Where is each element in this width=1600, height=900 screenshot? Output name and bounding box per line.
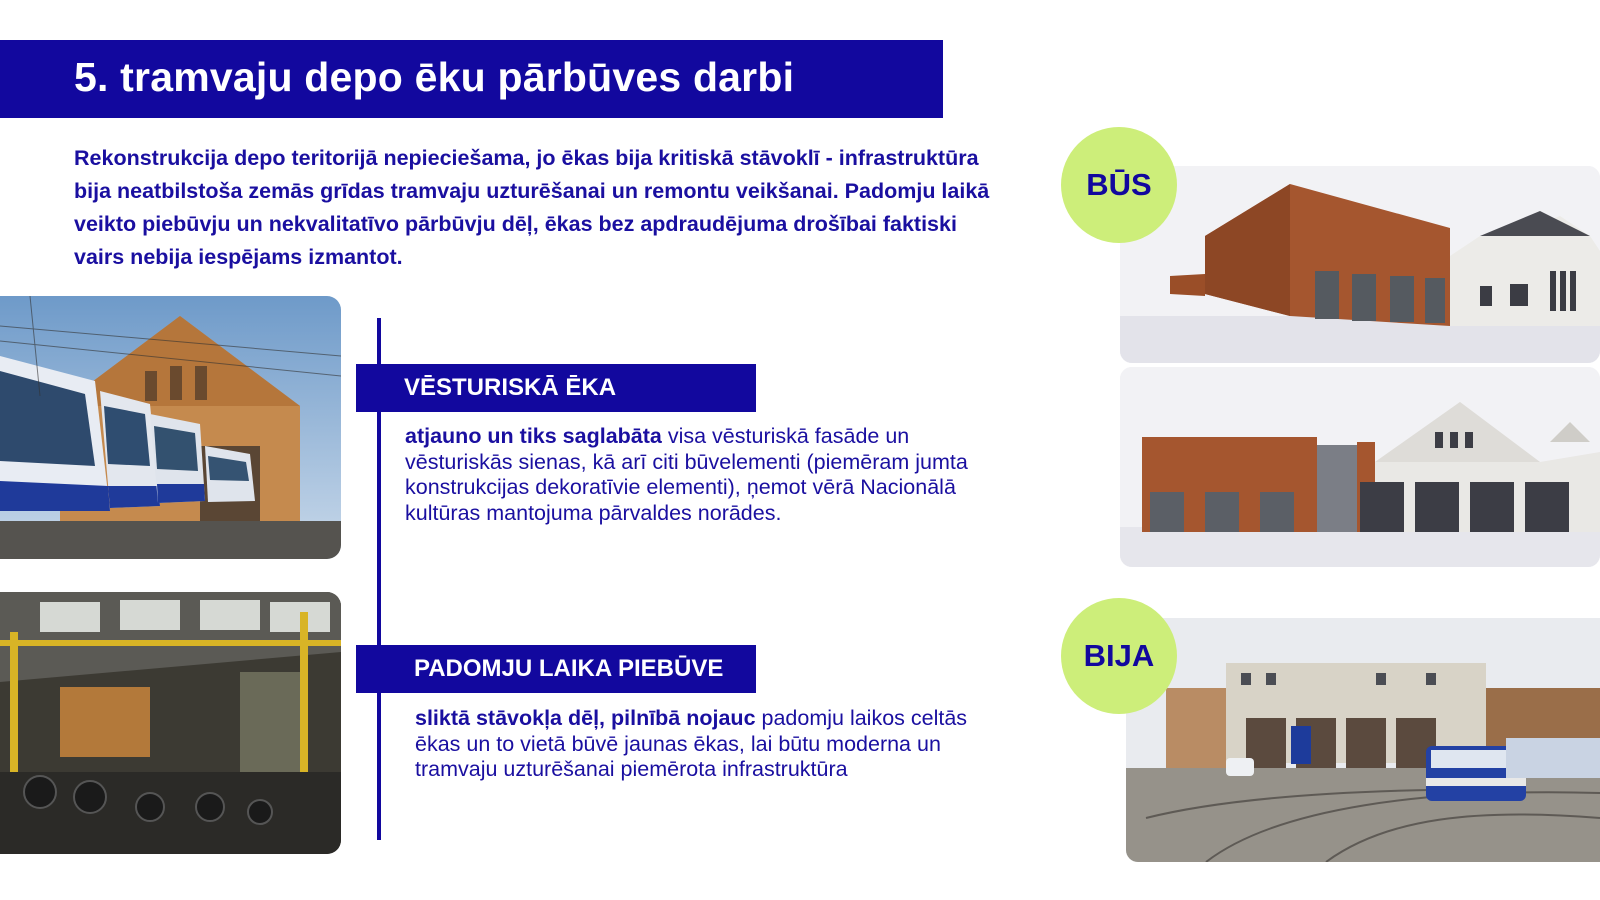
future-render-perspective	[1120, 166, 1600, 363]
soviet-annex-text	[415, 706, 975, 783]
future-render-elevation	[1120, 367, 1600, 567]
historic-building-text	[405, 424, 1005, 526]
before-photo	[1126, 618, 1600, 862]
soviet-annex-photo	[0, 592, 341, 854]
after-badge: BŪS	[1061, 127, 1177, 243]
historic-building-label: VĒSTURISKĀ ĒKA	[356, 364, 756, 412]
historic-building-rest: visa vēsturiskā fasāde un vēsturiskās sienas, kā arī citi būvelementi (piemēram jumta konstrukcijas dekoratīvie elementi), ņemot vērā Nacionālā kultūras mantojuma pārvaldes norādes.	[405, 424, 968, 525]
soviet-annex-label: PADOMJU LAIKA PIEBŪVE	[356, 645, 756, 693]
intro-paragraph: Rekonstrukcija depo teritorijā nepieciešama, jo ēkas bija kritiskā stāvoklī - infrastruktūra bija neatbilstoša zemās grīdas tramvaju uzturēšanai un remontu veikšanai. Padomju laikā veikto piebūvju un nekvalitatīvo pārbūvju dēļ, ēkas bez apdraudējuma drošībai faktiski vairs nebija iespējams izmantot.	[74, 146, 990, 269]
soviet-annex-rest: padomju laikos celtās ēkas un to vietā būvē jaunas ēkas, lai būtu moderna un tramvaju uzturēšanai piemērota infrastruktūra	[415, 706, 968, 781]
title-bar	[0, 40, 943, 118]
before-badge: BIJA	[1061, 598, 1177, 714]
soviet-annex-bold: sliktā stāvokļa dēļ, pilnībā nojauc	[415, 706, 756, 730]
page-title: 5. tramvaju depo ēku pārbūves darbi	[74, 54, 795, 100]
historic-building-bold: atjauno un tiks saglabāta	[405, 424, 662, 448]
historic-building-photo	[0, 296, 341, 559]
